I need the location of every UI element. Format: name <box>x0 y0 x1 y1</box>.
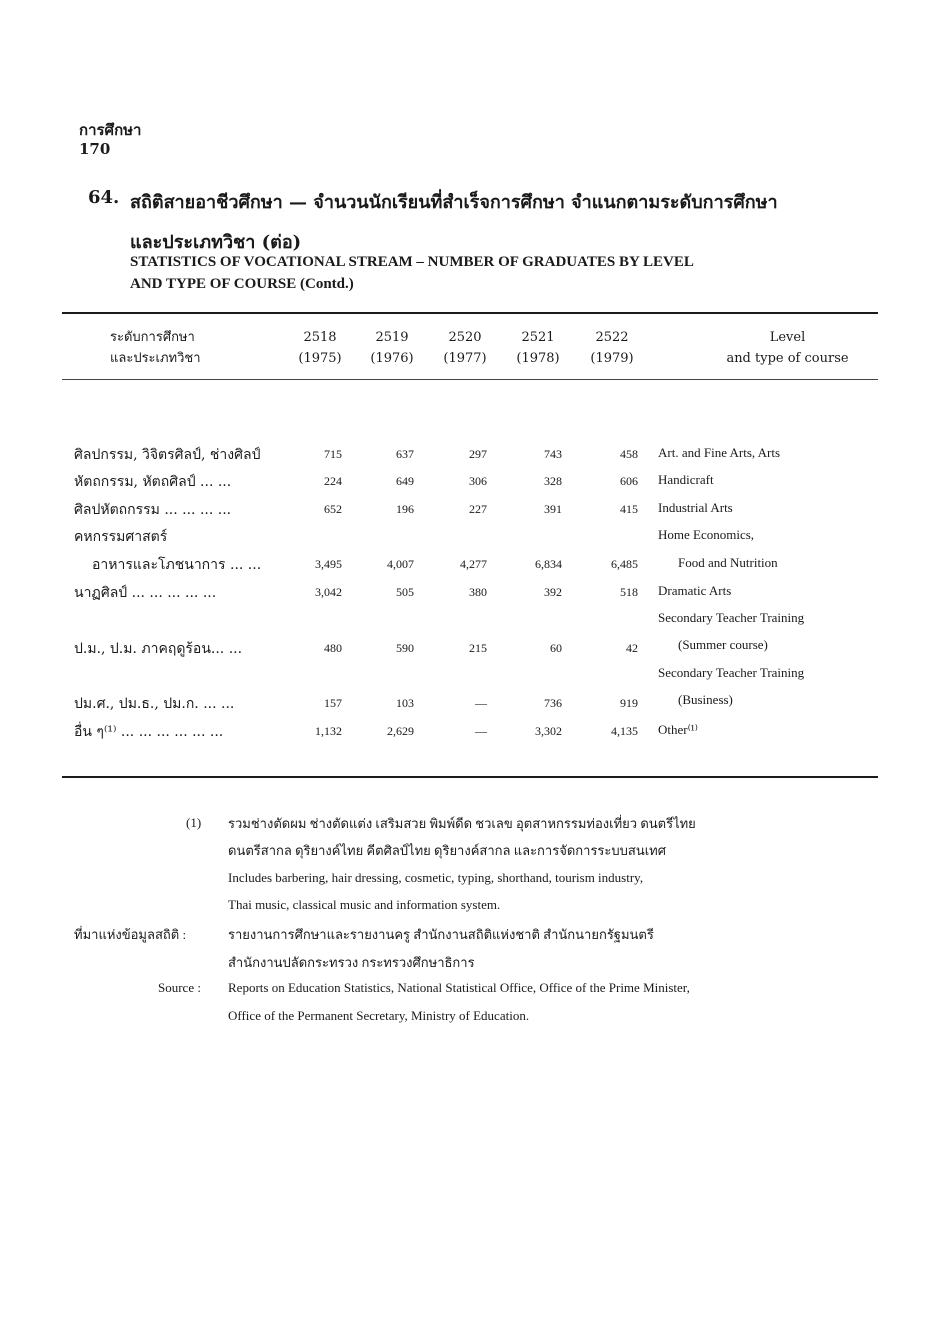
footnote-thai-line-2: ดนตรีสากล ดุริยางค์ไทย คีตศิลป์ไทย ดุริยางค์สากล และการจัดการระบบสนเทศ <box>228 843 666 858</box>
source-english-line-1: Reports on Education Statistics, National Statistical Office, Office of the Prime Minister, <box>228 980 690 995</box>
column-header-thai-line-2: และประเภทวิชา <box>110 351 201 366</box>
year-ce: (1979) <box>590 351 634 366</box>
column-header-year <box>435 327 495 369</box>
title-thai-line-1: สถิติสายอาชีวศึกษา — จำนวนนักเรียนที่สำเร็จการศึกษา จำแนกตามระดับการศึกษา <box>130 192 778 213</box>
table-cell: — <box>475 696 487 710</box>
row-label-thai: ป.ม., ป.ม. ภาคฤดูร้อน... ... <box>74 641 243 657</box>
row-label-english: Secondary Teacher Training <box>658 665 805 680</box>
table-cell: 157 <box>324 696 342 710</box>
row-label-english: (Business) <box>678 692 733 707</box>
column-header-year <box>508 327 568 369</box>
table-cell: 1,132 <box>315 724 342 738</box>
row-label-english: Secondary Teacher Training <box>658 610 805 625</box>
table-cell: 4,277 <box>460 557 487 571</box>
year-be: 2522 <box>595 330 629 345</box>
table-cell: 6,834 <box>535 557 562 571</box>
table-cell: — <box>475 724 487 738</box>
table-cell: 743 <box>544 447 562 461</box>
title-english-line-2: AND TYPE OF COURSE (Contd.) <box>130 276 354 292</box>
row-label-thai: ปม.ศ., ปม.ธ., ปม.ก. ... ... <box>74 696 235 712</box>
table-bottom-rule <box>62 776 878 778</box>
table-cell: 919 <box>620 696 638 710</box>
table-cell: 415 <box>620 502 638 516</box>
table-cell: 380 <box>469 585 487 599</box>
table-cell: 3,042 <box>315 585 342 599</box>
table-cell: 4,007 <box>387 557 414 571</box>
source-thai-line-2: สำนักงานปลัดกระทรวง กระทรวงศึกษาธิการ <box>228 955 475 970</box>
footnote-thai-line-1: รวมช่างตัดผม ช่างตัดแต่ง เสริมสวย พิมพ์ดีด ชวเลข อุตสาหกรรมท่องเที่ยว ดนตรีไทย <box>228 816 696 831</box>
row-label-thai: นาฏศิลป์ ... ... ... ... ... <box>74 585 217 601</box>
row-label-english: Art. and Fine Arts, Arts <box>658 445 781 460</box>
year-ce: (1977) <box>443 351 487 366</box>
row-label-thai: อาหารและโภชนาการ ... ... <box>92 557 262 573</box>
row-label-english: Home Economics, <box>658 527 755 542</box>
table-top-rule <box>62 312 878 314</box>
row-label-english: Other⁽¹⁾ <box>658 722 698 737</box>
row-label-thai: ศิลปกรรม, วิจิตรศิลป์, ช่างศิลป์ <box>74 447 261 463</box>
table-cell: 306 <box>469 474 487 488</box>
year-ce: (1975) <box>298 351 342 366</box>
source-english-line-2: Office of the Permanent Secretary, Ministry of Education. <box>228 1008 530 1023</box>
table-cell: 4,135 <box>611 724 638 738</box>
table-cell: 480 <box>324 641 342 655</box>
footnote-english-line-2: Thai music, classical music and information system. <box>228 897 501 912</box>
row-label-thai: หัตถกรรม, หัตถศิลป์ ... ... <box>74 474 232 490</box>
row-label-english: Food and Nutrition <box>678 555 778 570</box>
row-label-thai: ศิลปหัตถกรรม ... ... ... ... <box>74 502 232 518</box>
table-cell: 2,629 <box>387 724 414 738</box>
column-header-year <box>362 327 422 369</box>
row-label-thai: คหกรรมศาสตร์ <box>74 529 168 545</box>
year-be: 2520 <box>448 330 482 345</box>
year-ce: (1976) <box>370 351 414 366</box>
table-cell: 652 <box>324 502 342 516</box>
table-cell: 297 <box>469 447 487 461</box>
table-cell: 637 <box>396 447 414 461</box>
table-cell: 649 <box>396 474 414 488</box>
table-cell: 590 <box>396 641 414 655</box>
column-header-year <box>582 327 642 369</box>
table-cell: 736 <box>544 696 562 710</box>
row-label-english: Industrial Arts <box>658 500 733 515</box>
table-cell: 606 <box>620 474 638 488</box>
row-label-english: Handicraft <box>658 472 714 487</box>
column-header-year <box>290 327 350 369</box>
table-cell: 103 <box>396 696 414 710</box>
table-cell: 392 <box>544 585 562 599</box>
title-english-line-1: STATISTICS OF VOCATIONAL STREAM – NUMBER OF GRADUATES BY LEVEL <box>130 254 694 270</box>
page-number: 170 <box>79 140 111 158</box>
table-cell: 227 <box>469 502 487 516</box>
table-cell: 715 <box>324 447 342 461</box>
row-label-english: Dramatic Arts <box>658 583 732 598</box>
table-cell: 60 <box>550 641 562 655</box>
row-label-english: (Summer course) <box>678 637 768 652</box>
year-be: 2521 <box>521 330 555 345</box>
table-cell: 196 <box>396 502 414 516</box>
column-header-english-line-2: and type of course <box>726 351 849 366</box>
table-cell: 458 <box>620 447 638 461</box>
column-header-english-line-1: Level <box>769 330 806 345</box>
title-thai-line-2: และประเภทวิชา (ต่อ) <box>130 232 302 253</box>
column-header-level-english <box>680 327 895 369</box>
table-cell: 215 <box>469 641 487 655</box>
table-cell: 6,485 <box>611 557 638 571</box>
year-ce: (1978) <box>516 351 560 366</box>
footnote-marker: (1) <box>186 815 202 830</box>
source-label-english: Source : <box>158 980 201 995</box>
table-cell: 391 <box>544 502 562 516</box>
table-cell: 3,302 <box>535 724 562 738</box>
table-cell: 505 <box>396 585 414 599</box>
row-label-thai: อื่น ๆ⁽¹⁾ ... ... ... ... ... ... <box>74 724 224 740</box>
column-header-level-thai <box>110 327 260 369</box>
section-label: การศึกษา <box>79 121 142 139</box>
source-label-thai: ที่มาแห่งข้อมูลสถิติ : <box>74 927 187 942</box>
table-cell: 42 <box>626 641 638 655</box>
table-cell: 3,495 <box>315 557 342 571</box>
table-cell: 224 <box>324 474 342 488</box>
table-number: 64. <box>88 187 120 208</box>
column-header-thai-line-1: ระดับการศึกษา <box>110 330 195 345</box>
table-cell: 518 <box>620 585 638 599</box>
table-header-rule <box>62 379 878 380</box>
table-cell: 328 <box>544 474 562 488</box>
year-be: 2519 <box>375 330 409 345</box>
source-thai-line-1: รายงานการศึกษาและรายงานครู สำนักงานสถิติแห่งชาติ สำนักนายกรัฐมนตรี <box>228 927 654 942</box>
footnote-english-line-1: Includes barbering, hair dressing, cosmetic, typing, shorthand, tourism industry, <box>228 870 644 885</box>
year-be: 2518 <box>303 330 337 345</box>
